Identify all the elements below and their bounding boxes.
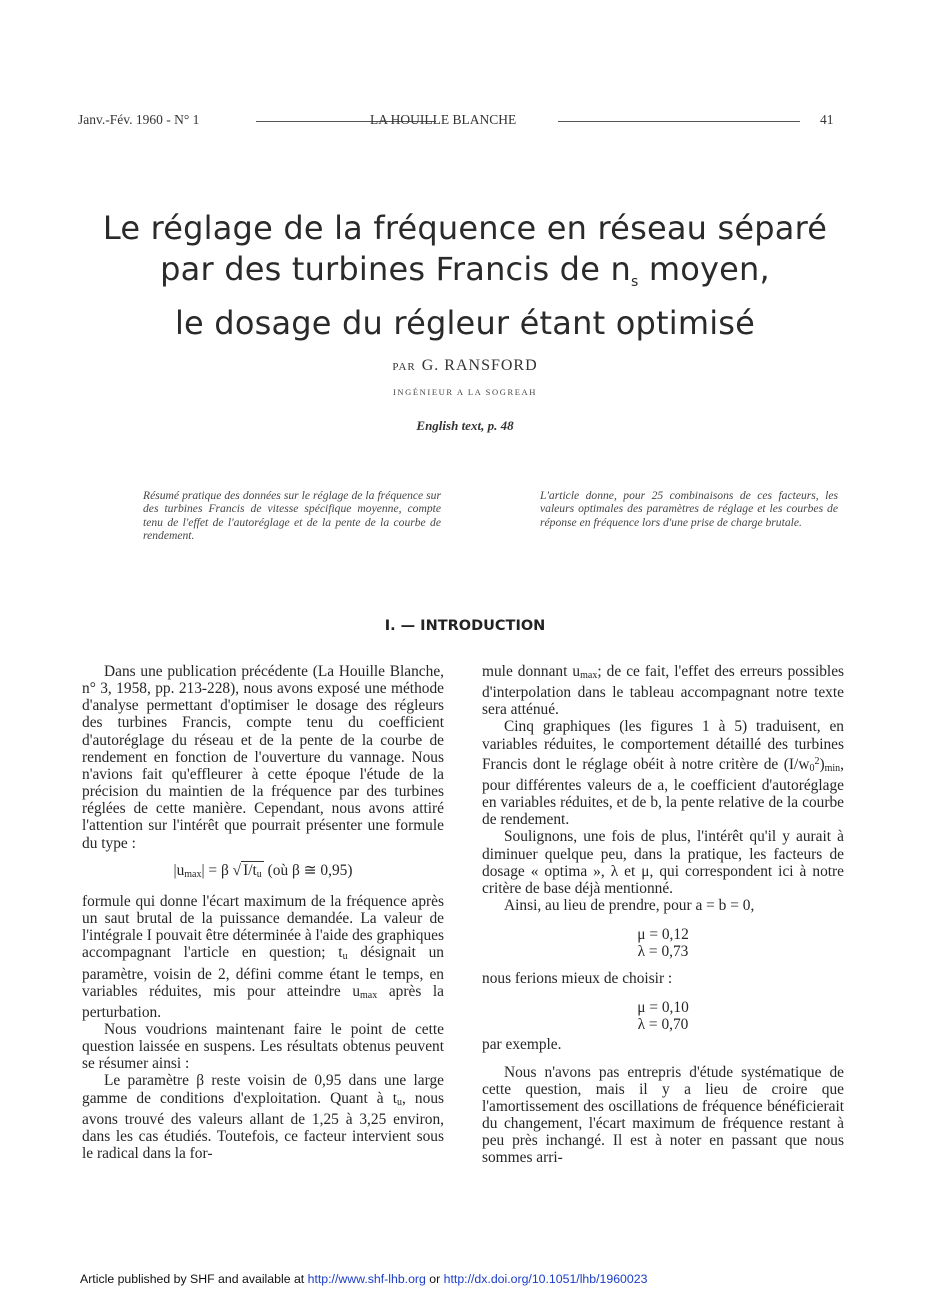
page-number: 41: [820, 112, 834, 127]
formula-part: (où β ≅ 0,95): [263, 861, 353, 879]
footer-text: or: [425, 1272, 444, 1286]
subscript: 0: [809, 762, 815, 774]
english-text-reference: English text, p. 48: [416, 418, 514, 433]
subscript: min: [824, 762, 841, 774]
paragraph-text: après la perturbation.: [82, 982, 444, 1021]
paragraph: [82, 1072, 444, 1162]
paragraph: nous ferions mieux de choisir :: [482, 970, 673, 988]
paragraph: Ainsi, au lieu de prendre, pour a = b = 0,: [504, 897, 755, 915]
paragraph: Nous voudrions maintenant faire le point de cette question laissée en suspens. Les résultats obtenus peuvent se résumer ainsi :: [82, 1020, 444, 1073]
journal-name: LA HOUILLE BLANCHE: [370, 112, 517, 127]
author-prefix: PAR: [392, 361, 416, 373]
author-line: [0, 357, 930, 375]
paragraph-text: mule donnant u: [482, 663, 581, 680]
title-line-2-end: moyen,: [638, 250, 770, 288]
equation-lambda-2: λ = 0,70: [637, 1016, 689, 1034]
superscript: 2: [814, 755, 820, 767]
abstract-right: L'article donne, pour 25 combinaisons de ces facteurs, les valeurs optimales des paramètres de réglage et les courbes de réponse en fréquence lors d'une prise de charge brutale.: [540, 489, 838, 529]
shf-link[interactable]: http://www.shf-lhb.org: [307, 1272, 426, 1286]
paragraph: Dans une publication précédente (La Houille Blanche, n° 3, 1958, pp. 213-228), nous avons exposé une méthode d'analyse permettant d'optimiser le dosage des régleurs des turbines Francis, compte tenu du coefficient d'autoréglage du réseau et de la pente de la courbe de rendement en fonction de l'ouverture du vannage. Nous n'avions fait qu'effleurer à cette époque l'étude de la précision du maintien de la fréquence par des turbines réglées de cette manière. Cependant, nous avons attiré l'attention sur l'intérêt que pourrait présenter une formule du type :: [82, 663, 444, 852]
paragraph-text: Cinq graphiques (les figures 1 à 5) traduisent, en variables réduites, le comportement détaillé des turbines Francis dont le réglage obéit à notre critère de (I/w: [482, 718, 844, 773]
subscript: max: [580, 670, 598, 681]
author-name: G. RANSFORD: [421, 357, 538, 374]
formula-part: |u: [173, 861, 185, 879]
abstract-left: Résumé pratique des données sur le réglage de la fréquence sur des turbines Francis de vitesse spécifique moyenne, compte tenu de l'effet de l'autoréglage et de la pente de la courbe de rendement.: [143, 489, 441, 542]
publication-footer: [80, 1272, 647, 1286]
paragraph-text: formule qui donne l'écart maximum de la fréquence après un saut brutal de la puissance demandée. La valeur de l'intégrale I pouvait être déterminée à l'aide des graphiques accompagnant l'article en question; t: [82, 892, 444, 962]
title-line-2: [60, 249, 870, 303]
paragraph: Nous n'avons pas entrepris d'étude systématique de cette question, mais il y a lieu de croire que l'amortissement des oscillations de fréquence bénéficierait du changement, l'écart maximum de fréquence restant à peu près inchangé. Il est à noter en passant que nous sommes arri-: [482, 1063, 844, 1167]
footer-text: Article published by SHF and available at: [80, 1272, 308, 1286]
formula-radicand: I/t: [243, 861, 257, 879]
title-subscript: s: [630, 274, 639, 290]
left-column: [82, 663, 444, 1162]
paragraph-text: ): [819, 755, 825, 773]
formula-umax: [82, 862, 444, 883]
paragraph-text: , nous avons trouvé des valeurs allant de 1,25 à 3,25 environ, dans les cas étudiés. Toutefois, ce facteur intervient sous le radical dans la for-: [82, 1089, 445, 1163]
paragraph: [482, 718, 844, 828]
paragraph: [482, 663, 844, 718]
equation-mu-1: μ = 0,12: [637, 926, 689, 944]
title-line-1: Le réglage de la fréquence en réseau séparé: [102, 209, 828, 247]
title-line-3: le dosage du régleur étant optimisé: [174, 304, 756, 342]
formula-subscript: u: [256, 868, 262, 880]
paragraph-text: désignait un paramètre, voisin de 2, défini comme étant le temps, en variables réduites, mis pour atteindre u: [82, 944, 444, 1000]
paragraph-text: Le paramètre β reste voisin de 0,95 dans une large gamme de conditions d'exploitation. Quant à t: [82, 1072, 444, 1107]
running-header: [78, 112, 836, 130]
title-line-2-text: par des turbines Francis de n: [160, 250, 631, 288]
formula-subscript: max: [184, 868, 202, 880]
equation-lambda-1: λ = 0,73: [637, 943, 689, 961]
doi-link[interactable]: http://dx.doi.org/10.1051/lhb/1960023: [443, 1272, 648, 1286]
right-column: [482, 663, 844, 1166]
formula-part: | = β √: [201, 861, 242, 879]
article-title: [60, 208, 870, 344]
paragraph-text: , pour différentes valeurs de a, le coefficient d'autoréglage en variables réduites, et de b, la pente relative de la courbe de rendement.: [482, 755, 844, 829]
author-affiliation: INGÉNIEUR A LA SOGREAH: [392, 387, 538, 397]
paragraph-text: ; de ce fait, l'effet des erreurs possibles d'interpolation dans le tableau accompagnant notre texte sera atténué.: [482, 663, 845, 719]
formula-radical: [241, 861, 264, 879]
header-rule-right: [558, 121, 800, 122]
subscript: u: [342, 951, 348, 963]
paragraph: [82, 893, 444, 1021]
subscript: u: [397, 1096, 402, 1108]
issue-label: Janv.-Fév. 1960 - N° 1: [78, 112, 200, 127]
equation-mu-2: μ = 0,10: [637, 999, 689, 1017]
section-heading: I. — INTRODUCTION: [384, 618, 546, 634]
subscript: max: [360, 989, 378, 1001]
paragraph: par exemple.: [482, 1036, 562, 1054]
paragraph: Soulignons, une fois de plus, l'intérêt qu'il y aurait à diminuer quelque peu, dans la pratique, les facteurs de dosage « optima », λ et μ, qui correspondent ici à notre critère de base déjà mentionné.: [482, 828, 844, 897]
